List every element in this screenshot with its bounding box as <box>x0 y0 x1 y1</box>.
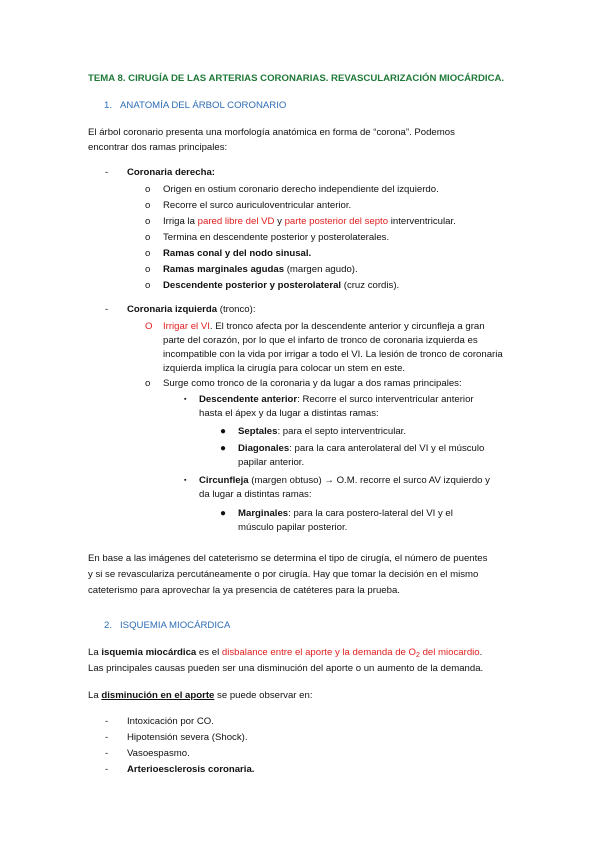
cd-item-6-bold: Ramas marginales agudas <box>163 264 285 275</box>
intro-line-1: El árbol coronario presenta una morfología anatómica en forma de “corona”. Podemos <box>88 127 455 138</box>
diagonales-bold: Diagonales <box>238 443 290 454</box>
disminucion-item-4 <box>127 764 254 776</box>
disminucion-b: se puede observar en: <box>214 690 313 701</box>
marginales-line-1 <box>238 508 453 520</box>
circle-bullet: o <box>145 232 151 243</box>
intro-line-2: encontrar dos ramas principales: <box>88 142 228 153</box>
cd-item-5 <box>163 248 311 260</box>
square-bullet: ▪ <box>184 396 187 403</box>
da-line-2: hasta el ápex y da lugar a distintas ramas: <box>199 408 379 419</box>
diagonales-line-2: papilar anterior. <box>238 457 305 468</box>
dot-bullet: ● <box>220 426 227 437</box>
disminucion-item-1: Intoxicación por CO. <box>127 716 214 727</box>
section-2-number: 2. <box>104 620 113 631</box>
septales-bold: Septales <box>238 426 278 437</box>
septales-line <box>238 426 406 438</box>
circle-bullet: o <box>145 216 151 227</box>
cd-item-3-b: y <box>274 216 285 227</box>
marginales-line-2: músculo papilar posterior. <box>238 522 348 533</box>
cd-item-3-red1: pared libre del VD <box>197 216 275 227</box>
cx-line-1 <box>199 475 490 487</box>
diagonales-line-1 <box>238 443 484 455</box>
disminucion-item-4-text: Arterioesclerosis coronaria. <box>127 764 255 775</box>
cateterismo-line-3: cateterismo para aprovechar la ya presencia de catéteres para la prueba. <box>88 585 400 596</box>
cd-item-7 <box>163 280 399 292</box>
circle-bullet: o <box>145 184 151 195</box>
isquemia-red <box>222 647 480 658</box>
dot-bullet: ● <box>220 443 227 454</box>
disminucion-item-3: Vasoespasmo. <box>127 748 190 759</box>
ci-p1-line-2: parte del corazón, por lo que el infarto de tronco de coronaria izquierda es <box>163 335 478 346</box>
dash-bullet: - <box>105 716 109 727</box>
isquemia-bold: isquemia miocárdica <box>101 647 197 658</box>
circle-bullet: o <box>145 248 151 259</box>
cateterismo-line-2: y si se revasculariza percutáneamente o por cirugía. Hay que tomar la decisión en el mismo <box>88 569 479 580</box>
dash-bullet: - <box>105 304 109 315</box>
circle-bullet: o <box>145 378 151 389</box>
isquemia-line-1 <box>88 647 482 662</box>
circle-bullet: o <box>145 200 151 211</box>
cateterismo-line-1: En base a las imágenes del cateterismo se determina el tipo de cirugía, el número de puentes <box>88 553 488 564</box>
cd-item-3-red2: parte posterior del septo <box>284 216 389 227</box>
cx-l1: (margen obtuso) → O.M. recorre el surco AV izquierdo y <box>248 475 490 486</box>
coronaria-izquierda-heading <box>127 304 255 316</box>
ci-p1-line-4: izquierda implica la cirugía para colocar un stem en este. <box>163 363 406 374</box>
disminucion-a: La <box>88 690 102 701</box>
cd-item-6 <box>163 264 358 276</box>
isquemia-red-end: del miocardio <box>419 647 480 658</box>
marginales-bold: Marginales <box>238 508 289 519</box>
section-2-heading: ISQUEMIA MIOCÁRDICA <box>120 620 231 631</box>
isquemia-b: es el <box>196 647 222 658</box>
dash-bullet: - <box>105 764 109 775</box>
marginales-l1: : para la cara postero-lateral del VI y el <box>288 508 453 519</box>
document-title: TEMA 8. CIRUGÍA DE LAS ARTERIAS CORONARIAS. REVASCULARIZACIÓN MIOCÁRDICA. <box>88 73 505 84</box>
cd-item-6-rest: (margen agudo). <box>284 264 358 275</box>
cd-item-3-c: interventricular. <box>388 216 456 227</box>
cd-item-2: Recorre el surco auriculoventricular anterior. <box>163 200 352 211</box>
ci-p1-line-3: incompatible con la vida por irrigar a todo el VI. La lesión de tronco de coronaria <box>163 349 503 360</box>
ci-p2: Surge como tronco de la coronaria y da lugar a dos ramas principales: <box>163 378 462 389</box>
dash-bullet: - <box>105 748 109 759</box>
coronaria-derecha-heading <box>127 167 215 179</box>
disminucion-intro <box>88 690 313 702</box>
cd-item-4: Termina en descendente posterior y posterolaterales. <box>163 232 390 243</box>
circle-bullet: o <box>145 280 151 291</box>
isquemia-line-2: Las principales causas pueden ser una disminución del aporte o un aumento de la demanda. <box>88 663 484 674</box>
cd-item-3-a: Irriga la <box>163 216 198 227</box>
isquemia-red-sub: 2 <box>416 652 420 659</box>
cx-bold: Circunfleja <box>199 475 249 486</box>
coronaria-derecha-label: Coronaria derecha: <box>127 167 215 178</box>
cd-item-7-rest: (cruz cordis). <box>341 280 400 291</box>
square-bullet: ▪ <box>184 477 187 484</box>
da-line-1 <box>199 394 474 406</box>
isquemia-end: . <box>479 647 483 658</box>
circle-bullet: o <box>145 264 151 275</box>
cx-line-2: da lugar a distintas ramas: <box>199 489 312 500</box>
dot-bullet: ● <box>220 508 227 519</box>
o-bullet: O <box>145 321 153 332</box>
diagonales-l1: : para la cara anterolateral del VI y el músculo <box>289 443 485 454</box>
disminucion-item-2: Hipotensión severa (Shock). <box>127 732 248 743</box>
cd-item-3 <box>163 216 456 228</box>
cd-item-5-text: Ramas conal y del nodo sinusal. <box>163 248 312 259</box>
isquemia-red-text: disbalance entre el aporte y la demanda de O <box>221 647 417 658</box>
disminucion-bold: disminución en el aporte <box>101 690 215 701</box>
cd-item-1: Origen en ostium coronario derecho independiente del izquierdo. <box>163 184 439 195</box>
section-1-number: 1. <box>104 100 113 111</box>
ci-p1-line-1 <box>163 321 485 333</box>
ci-heading-rest: (tronco): <box>217 304 256 315</box>
isquemia-a: La <box>88 647 102 658</box>
da-bold: Descendente anterior <box>199 394 298 405</box>
cd-item-7-bold: Descendente posterior y posterolateral <box>163 280 342 291</box>
dash-bullet: - <box>105 167 109 178</box>
dash-bullet: - <box>105 732 109 743</box>
ci-p1-red: Irrigar el VI <box>163 321 210 332</box>
da-l1: : Recorre el surco interventricular anterior <box>297 394 474 405</box>
ci-heading-bold: Coronaria izquierda <box>127 304 218 315</box>
section-1-heading: ANATOMÍA DEL ÁRBOL CORONARIO <box>120 100 287 111</box>
septales-rest: : para el septo interventricular. <box>277 426 406 437</box>
ci-p1-l1: . El tronco afecta por la descendente anterior y circunfleja a gran <box>209 321 485 332</box>
